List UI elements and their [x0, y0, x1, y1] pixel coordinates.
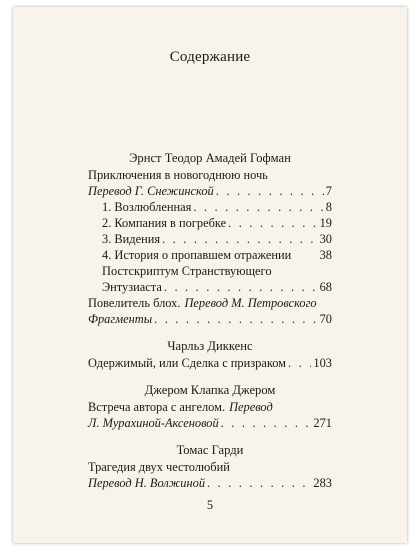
leader-dots [164, 279, 318, 295]
toc-entry-translator: Перевод Г. Снежинской [88, 184, 214, 198]
toc-page-number: 8 [325, 200, 332, 214]
toc-entry-title: Трагедия двух честолюбий [88, 460, 230, 474]
toc-entry [88, 199, 332, 215]
toc-page-number: 103 [313, 356, 332, 370]
toc-entry-subtitle: Фрагменты [88, 312, 153, 326]
toc-entry-translator: Перевод [229, 400, 273, 414]
leader-dots [193, 199, 323, 215]
toc-page-number: 68 [319, 280, 332, 294]
leader-dots [288, 355, 311, 371]
toc-entry-title: Повелитель блох. [88, 296, 181, 310]
toc-entry [88, 167, 332, 183]
toc-entry [88, 183, 332, 199]
toc-page-number: 70 [319, 312, 332, 326]
book-page [13, 7, 407, 543]
author-hoffmann: Эрнст Теодор Амадей Гофман [129, 151, 291, 165]
page-number: 5 [206, 498, 214, 512]
toc-entry-translator: Перевод М. Петровского [184, 296, 317, 310]
toc-page-number: 30 [319, 232, 332, 246]
toc-entry [88, 311, 332, 327]
toc-entry [88, 279, 332, 295]
toc-entry [88, 399, 332, 415]
toc-entry [88, 415, 332, 431]
toc-page-number: 283 [313, 476, 332, 490]
toc-entry-title: Одержимый, или Сделка с призраком [88, 356, 287, 370]
toc-page-number: 271 [313, 416, 332, 430]
page-title: Содержание [169, 49, 251, 65]
toc-entry-title: 2. Компания в погребке [102, 216, 227, 230]
leader-dots [221, 415, 312, 431]
toc-page-number: 38 [319, 248, 332, 262]
toc-page-number: 19 [319, 216, 332, 230]
toc-entry [88, 459, 332, 475]
leader-dots [162, 231, 318, 247]
leader-dots [154, 311, 318, 327]
leader-dots [207, 475, 311, 491]
author-dickens: Чарльз Диккенс [167, 339, 253, 353]
toc-entry-title: 3. Видения [102, 232, 161, 246]
toc-entry [88, 355, 332, 371]
toc-entry-title: Приключения в новогоднюю ночь [88, 168, 268, 182]
toc-page-number: 7 [325, 184, 332, 198]
toc-entry-title: 4. История о пропавшем отражении [102, 248, 292, 262]
toc-entry [88, 215, 332, 231]
leader-dots [216, 183, 324, 199]
toc-entry [88, 295, 332, 311]
leader-dots [228, 215, 318, 231]
toc-entry [88, 263, 332, 279]
toc-entry-title: 1. Возлюбленная [102, 200, 192, 214]
toc-entry [88, 247, 332, 263]
toc-entry-translator: Л. Мурахиной-Аксеновой [88, 416, 219, 430]
toc-entry [88, 475, 332, 491]
toc-entry-title: Встреча автора с ангелом. [88, 400, 226, 414]
toc-entry-title: Энтузиаста [102, 280, 162, 294]
author-jerome: Джером Клапка Джером [144, 383, 276, 397]
author-hardy: Томас Гарди [176, 443, 244, 457]
toc-entry-translator: Перевод Н. Волжиной [88, 476, 206, 490]
toc-entry-title: Постскриптум Странствующего [102, 264, 272, 278]
toc-entry [88, 231, 332, 247]
